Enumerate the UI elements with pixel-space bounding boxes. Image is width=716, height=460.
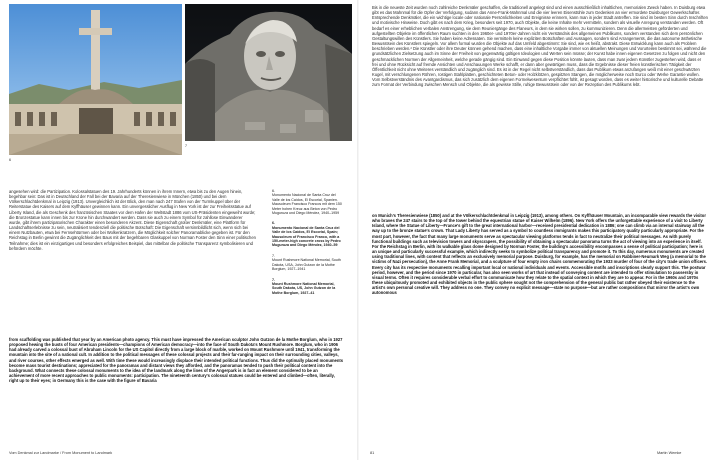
caption-item <box>272 189 342 215</box>
carved-head-image <box>185 4 352 141</box>
left-german-paragraph: angesehen wird: die Partizipation. Kolossalstatuen des 19. Jahrhunderts können in ihrem Innern, etwa bis zu den Augen hinein, begehbar sein: Das ist in Deutschland der Fall bei der Bavaria auf der Theresienwiese in München (1850) und bei dem Völkerschlachtdenkmal in Leipzig (1913). Unvergleichlich ist der Blick, den man nach 247 Stufen von der Turmkuppel über der Reiterstatue des Kaisers auf dem Kyffhäuser gewinnen kann. Ein unvergesslicher Ausflug in New York ist der zur Freiheitsstatue auf Liberty Island, die als Geschenk des französischen Staates vor dem Hafen der Weltstadt 1886 vom US-Präsidenten eingeweiht wurde; die Bronzestatue kann innen bis zur Krone hin durchwandert werden. Dass sie auch zu einem Symbol für zahllose Einwanderer wurde, gibt ihrem partizipatorischen Charakter einen besonderen Akzent. Diese Eigenschaft großer Denkmäler, eine Plattform für Landschaftserlebnisse zu sein, neutralisiert tendenziell die politische Botschaft: Die Eigenschaft versinnbildlicht sich, wenn sich bei einem Nutzbauten, etwa bei Fernsehtürmen oder bei Wolkenkratzern, die Möglichkeit solcher Panoramablicke gegeben ist. Für den Reichstag in Berlin gewinnt die Zugänglichkeit des Baus mit der begehbaren Glaskuppel von Norman Foster den Sinn einer politischen Teilnahme; dies ist ein einzigartiges und besonders erfolgreiches Beispiel, das mittelbar die politische Transparenz symbolisieren und befördern möchte. <box>9 189 256 251</box>
figure-6-photo <box>9 4 182 155</box>
right-english-body-text <box>372 213 708 445</box>
caption-text: Monumento Nacional de Santa Cruz del Valle de los Caídos, El Escorial, Spanien. Mausoleum Francisco Francos mit dem 150 Meter hohen Kreuz aus Beton von Pedro Muguruza und Diego Méndez, 1940–1959 <box>272 193 342 216</box>
caption-text: Monumento Nacional de Santa Cruz del Valle de los Caídos, El Escorial, Spain; Mausoleum of Francisco Franco, with a 150-meter-high concrete cross by Pedro Muguruza and Diego Méndez, 1940–59 <box>272 225 341 248</box>
figure-6-number: 6 <box>9 158 11 162</box>
cross-monument-image <box>9 4 182 155</box>
caption-number: 7. <box>272 253 275 258</box>
caption-number: 6. <box>272 221 275 226</box>
right-english-paragraph: on Munich's Theresienwiese (1850) and at the Völkerschlachtdenkmal in Leipzig (1913), among others. On Kyffhäuser Mountain, an incomparable view rewards the visitor who braves the 247 stairs to the top of the tower behind the equestrian statue of Kaiser Wilhelm (1896). New York offers the unforgettable experience of a visit to Liberty Island, where the Statue of Liberty—France's gift to the great international harbor—received presidential dedication in 1886; one can climb via an internal stairway all the way up to the bronze statue's crown. That Lady Liberty has served as a symbol to countless immigrants makes this participatory quality particularly appropriate. For the most part, however, the fact that many large monuments serve as spectacular viewing platforms tends in fact to neutralize their political messages. As with purely functional buildings such as television towers and skyscrapers, the possibility of obtaining a spectacular panorama turns the act of viewing into an experience in itself. For the Reichstag in Berlin, with its walkable glass dome designed by Norman Foster, the building's accessibility encompasses a sense of political participation; here is an unique and particularly successful example, which indirectly seeks to symbolize political transparency and promote it. To this day, numerous monuments are created using traditional lines, with content that reflects an exclusively memorial purpose. Duisburg, for example, has the memorial on Rabbiner-Neumark Weg (a memorial to the victims of Nazi persecution), the Anne Frank Memorial, and a sculpture of four empty iron chairs commemorating the 1933 murder of four of the city's trade union officers. Every city has its respective monuments recalling important local or national individuals and events. Accessible motifs and inscriptions clearly support this. The postwar period, however, and the period since 1970 in particular, has also seen works of art that instead of conveying content are intended to offer stimulation to passersby in visual terms. Often it requires considerable verbal effort to communicate how they relate to the spatial context in which they are to appear. For in the 1960s and 1970s these ubiquitously promoted and exhibited objects in the public sphere sought not the comprehension of the general public but rather obeyed their existence to the artist's own personal creative will. They address no one. They convey no explicit message—state no purpose—but are rather compositions that mirror the artist's own autonomous <box>372 213 708 296</box>
page-gutter <box>357 0 359 460</box>
figure-7-photo <box>185 4 352 141</box>
caption-item <box>272 221 342 247</box>
left-english-paragraph: from scaffolding was published that year by an American photo agency. This must have impressed the American sculptor John Gutzon de la Mothe Borglum, who in 1927 proposed hewing the busts of four American presidents—champions of American democracy—into the face of South Dakota's Mount Rushmore. Borglum, who in 1906 had already carved a colossal bust of Abraham Lincoln for the US Capitol directly from a large block of marble, worked on Mount Rushmore until 1941, transforming the mountain into the site of a national cult. In addition to the political messages of these colossal projects and their far-ranging impact on their surrounding cities, valleys, and river courses, other effects emerged as well. With time these would increasingly displace their intended political functions. Thus did the optimally placed monuments become mass tourist destinations; appreciated for the panoramas and distant views they afforded, and the panoramas tended to push their political content into the background. What connects these colossal monuments to the idea of the landmark along the lines of the Angerpark is in fact an element considered to be an achievement of more recent approaches to public monuments: participation. The nineteenth century's colossal statues could be entered and climbed—often, literally, right up to their eyes; in Germany this is the case with the figure of Bavaria <box>9 337 344 384</box>
caption-number: 7. <box>272 277 275 282</box>
footer-page-number: 81 <box>370 451 375 455</box>
right-german-paragraph: Bis in die neueste Zeit wurden noch zahlreiche Denkmäler geschaffen, die traditionell angelegt sind und einen ausschließlich inhaltlichen, memorialen Zweck haben. In Duisburg etwa gibt es das Mahnmal für die Opfer der Verfolgung, sodann das Anne-Frank-Mahnmal und die vier leeren Eisenstühle zum Gedenken an vier ermordete Duisburger Gewerkschafter. Entsprechende Denkmäler, die ein wichtige locale oder nationale Persönlichkeiten und Ereignisse erinnern, kann man in jeder Stadt antreffen. Sie sind im besten Sinn durch Inschriften und motivische Hinweise. Doch gibt es nach dem Krieg, besonders seit 1970, auch Objekte, die keine Inhalte mehr vermitteln, sondern als visuelle Anregung verstanden werden. Oft bedarf es einer erheblichen verbalen Anstrengung, sie dem Reuniergänge des Flaneurs, in dem sie wirken sollen, zu kommunizieren. Denn die allermeisten geförderten und aufgestellten Objekte im öffentlichen Raum suchten in den 1960er- und 1970er-Jahren nicht ein Verständnis des allgemeinen Publikums, sondern verstanden sich dem persönlichen Gestaltungswillen des Künstlers. Sie haben keine Adressaten. Sie vermitteln keine expliziten Botschaften und Aussagen, sondern sind Arrangements, die das autonome ästhetische Bewusstsein des Künstlers spiegeln. Vor allem formal wurden die Objekte auf das Umfeld abgestimmt: Sie sind, wie es heißt, abstrakt. Diese Entwicklung kann auch als Problem beschrieben werden.² Die Künstler oder ihre Deuter können gehend machen, dass eine inhaltliche Vorgabe immer von aktuellen Meinungen und Vorurteilen bestimmt sei, während die grundsätzlichen Zielsetzung auch im Sinne der Freiheit von gegenwärtig gültigen Ideologien und Werten sein müsse; der Kunst habe innen eigenen Gesetzen zu folgen und nicht den geschmacklichen Normen der Allgemeinheit, welche gerade gängig sind. Ein Einwand gegen diese Position könnte lauten, dass man zwar jedem Künstler zugestehen wird, dass er frei und ohne Rücksicht auf fremde Ansichten und Anschauungen Werke schafft, er dann aber gewärtigen muss, dass die Ergebnisse dieser freien künstlerischen Tätigkeit der Öffentlichkeit nicht ohne Weiteres verständlich und zugänglich sind. Es ist in der Regel nicht selbstverständlich, dass das Publikum etwas anzufangen weiß mit einer geschwärzten Kugel, mit verschlungenen Röhren, rostigen Stahlplatten, geschichteten Beton- oder Holzklötzen, gespitzten Stangen, die möglicherweise noch Eurco oder Werke Garantie wollen. Vom Selbstverständnis des Avantgardismus, das sich zusätzlich dem eigenen Formelwesentum verpflichtet fühlt, ist gesagt worden, dass es weiter historische und kulturelle Debatte zum Format der Verbindung zwischen Mensch und Objekte, die als gewisse Stille, ruhige Bewusstsein oder von der Rezeption des Publikums lebt. <box>372 5 708 88</box>
left-german-body-text <box>9 189 256 309</box>
footer-author: Martin Wemke <box>657 451 682 455</box>
caption-text: Mount Rushmore National Memorial, South Dakota, USA, John Gutzon de la Mothe Borglum, 1927–1941 <box>272 258 341 272</box>
caption-number: 6. <box>272 189 275 193</box>
footer-running-title: Vom Denkmal zur Landmarke / From Monument to Landmark <box>9 451 113 455</box>
right-german-body-text <box>372 5 708 199</box>
caption-text: Mount Rushmore National Memorial, South Dakota, US, John Gutzon de la Mothe Borglum, 1927–41 <box>272 281 336 295</box>
caption-item <box>272 278 342 296</box>
left-english-body-text <box>9 337 344 445</box>
caption-item <box>272 254 342 272</box>
figure-7-number: 7 <box>185 144 187 148</box>
